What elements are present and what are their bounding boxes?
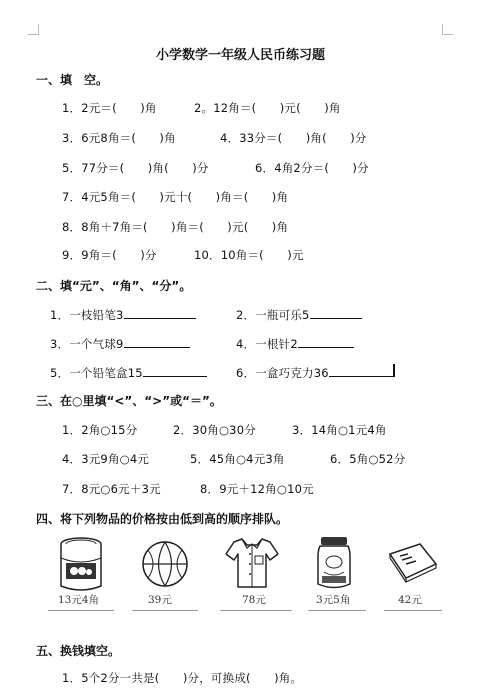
section5-heading: 五、换钱填空。 — [36, 644, 121, 658]
s2-item6-text: 6．一盒巧克力36 — [236, 366, 329, 380]
s3-line2-a: 4．3元9角○4元 — [62, 452, 150, 466]
s2-item3-text: 3．一个气球9 — [50, 337, 124, 351]
s1-line3-a: 5．77分＝( )角( )分 — [62, 161, 209, 175]
answer-blank[interactable] — [143, 364, 207, 377]
jar-icon — [314, 534, 354, 592]
s3-line1-a: 1．2角○15分 — [62, 423, 138, 437]
answer-line[interactable] — [220, 610, 292, 611]
s2-item2-text: 2．一瓶可乐5 — [236, 308, 310, 322]
s5-line1: 1．5个2分一共是( )分，可换成( )角。 — [62, 671, 303, 685]
shirt-icon — [224, 536, 280, 590]
can-icon — [58, 536, 104, 594]
s1-line4-a: 7．4元5角＝( )元十( )角＝( )角 — [62, 190, 289, 204]
s1-line1-b: 2。12角＝( )元( )角 — [194, 101, 341, 115]
s1-line6-b: 10．10角＝( )元 — [194, 248, 304, 262]
crop-mark-top-left — [28, 24, 39, 35]
section1-heading: 一、填 空。 — [36, 73, 109, 87]
answer-line[interactable] — [132, 610, 198, 611]
s1-line6-a: 9．9角＝( )分 — [62, 248, 157, 262]
answer-line[interactable] — [48, 610, 114, 611]
s2-item1-text: 1．一枝铅笔3 — [50, 308, 124, 322]
section4-heading: 四、将下列物品的价格按由低到高的顺序排队。 — [36, 512, 289, 526]
s3-line1-c: 3．14角○1元4角 — [292, 423, 387, 437]
section3-heading: 三、在○里填“<”、“>”或“＝”。 — [36, 394, 222, 408]
basketball-icon — [140, 538, 190, 590]
page-title: 小学数学一年级人民币练习题 — [156, 48, 326, 63]
price-label: 3元5角 — [316, 594, 351, 606]
s2-item4-text: 4．一根针2 — [236, 337, 298, 351]
answer-line[interactable] — [308, 610, 366, 611]
answer-blank[interactable] — [298, 335, 354, 348]
s2-item5 — [50, 364, 207, 381]
answer-line[interactable] — [384, 610, 442, 611]
s3-line1-b: 2．30角○30分 — [173, 423, 256, 437]
price-label: 78元 — [242, 594, 266, 606]
s1-line5-a: 8．8角＋7角＝( )角＝( )元( )角 — [62, 220, 289, 234]
s1-line1-a: 1．2元＝( )角 — [62, 101, 157, 115]
crop-mark-top-right — [442, 24, 453, 35]
s3-line3-b: 8．9元＋12角○10元 — [200, 482, 314, 496]
s2-item4 — [236, 335, 354, 352]
s3-line3-a: 7．8元○6元＋3元 — [62, 482, 161, 496]
s2-item1 — [50, 306, 196, 323]
s2-item5-text: 5．一个铅笔盒15 — [50, 366, 143, 380]
items-strip — [36, 530, 446, 626]
answer-blank[interactable] — [310, 306, 362, 319]
price-label: 42元 — [398, 594, 422, 606]
s1-line2-a: 3．6元8角＝( )角 — [62, 131, 176, 145]
answer-blank[interactable] — [329, 364, 395, 377]
price-label: 39元 — [148, 594, 172, 606]
s3-line2-c: 6．5角○52分 — [330, 452, 406, 466]
s2-item3 — [50, 335, 190, 352]
section2-heading: 二、填“元”、“角”、“分”。 — [36, 279, 192, 293]
s2-item6 — [236, 364, 395, 381]
box-icon — [386, 540, 440, 584]
price-label: 13元4角 — [58, 594, 100, 606]
s1-line2-b: 4．33分＝( )角( )分 — [220, 131, 367, 145]
s2-item2 — [236, 306, 362, 323]
answer-blank[interactable] — [124, 306, 196, 319]
s1-line3-b: 6．4角2分＝( )分 — [255, 161, 369, 175]
answer-blank[interactable] — [124, 335, 190, 348]
s3-line2-b: 5．45角○4元3角 — [190, 452, 285, 466]
